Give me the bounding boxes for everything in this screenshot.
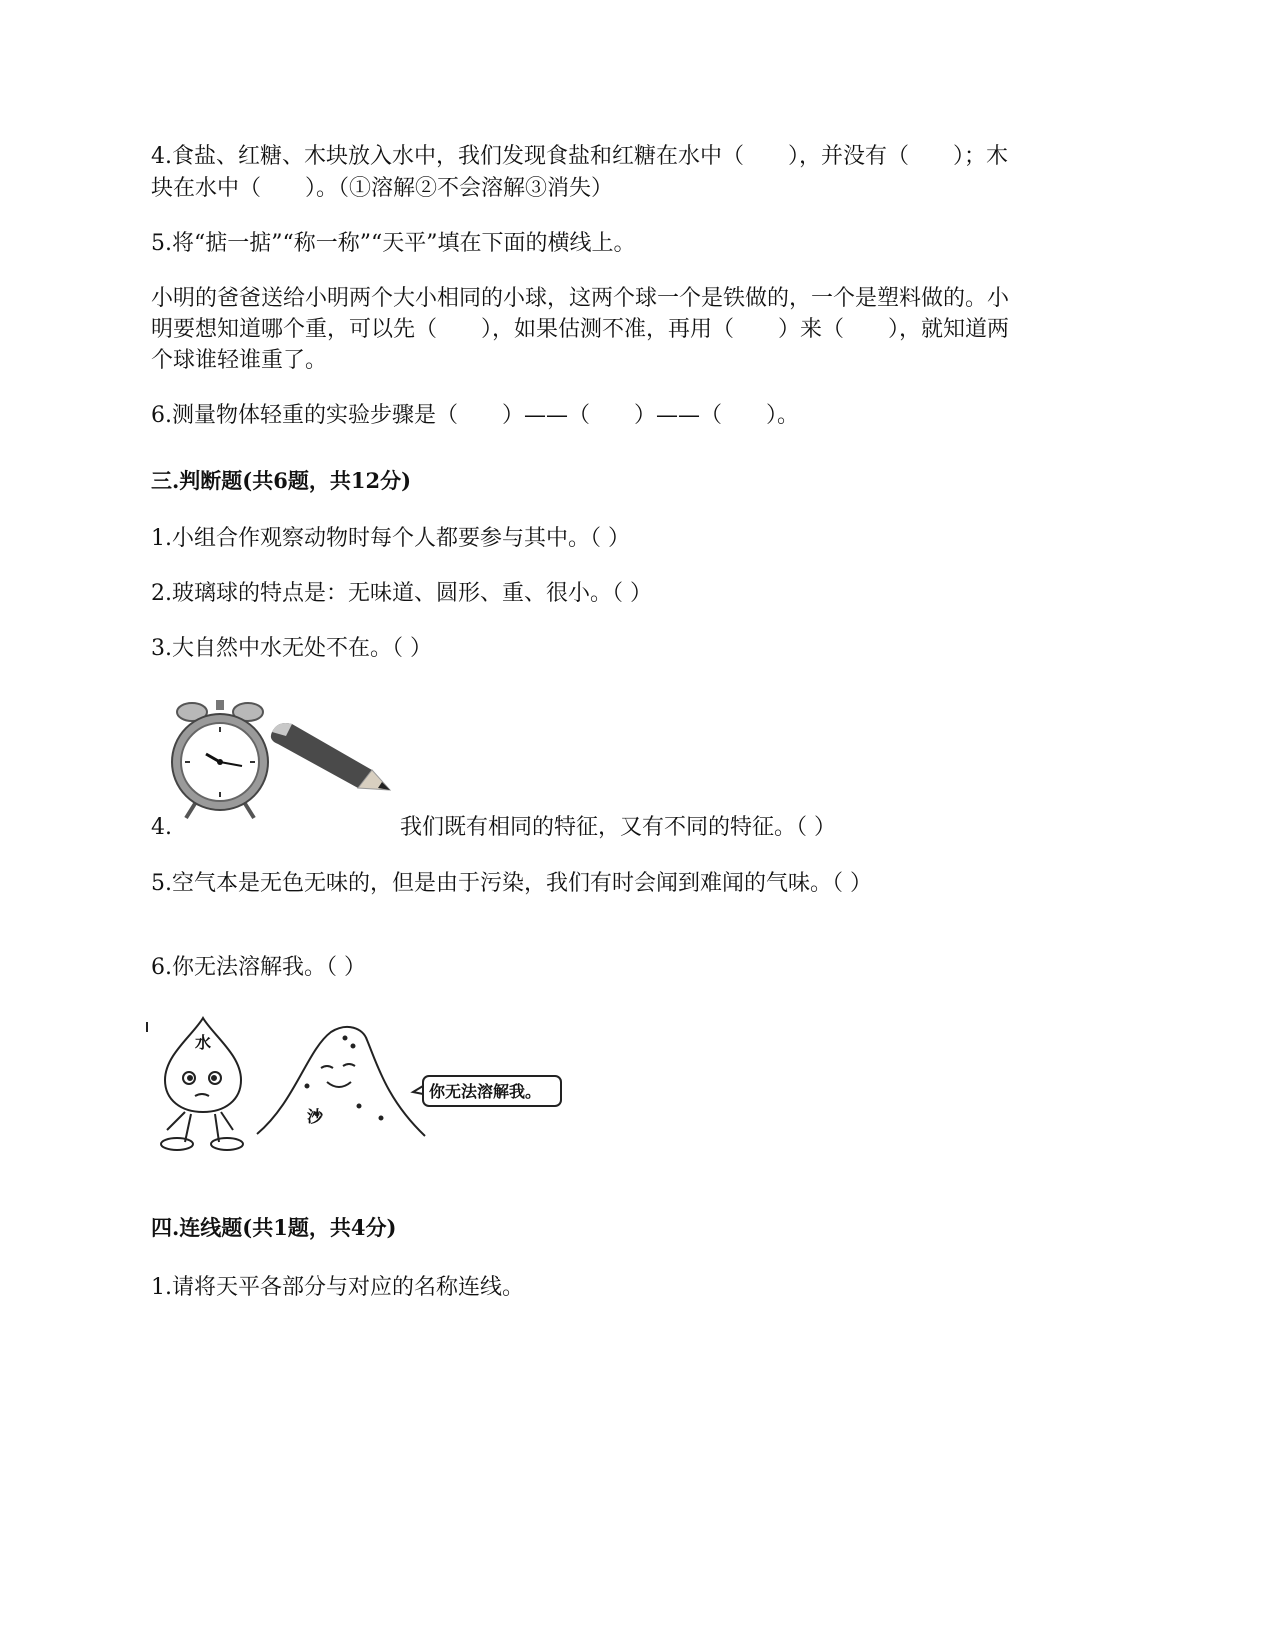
judgment-q6: 6.你无法溶解我。（ ） (151, 955, 366, 980)
sand-pile-character-icon (257, 1027, 425, 1136)
water-sand-cartoon (145, 1010, 575, 1160)
fill-q4-line1: 4.食盐、红糖、木块放入水中，我们发现食盐和红糖在水中（ ），并没有（ ）；木 (151, 144, 1008, 169)
section-judgment-heading: 三.判断题(共6题，共12分) (151, 468, 412, 493)
section-matching-heading: 四.连线题(共1题，共4分) (151, 1215, 397, 1240)
fill-q6: 6.测量物体轻重的实验步骤是（ ）——（ ）——（ ）。 (151, 403, 799, 428)
pencil-icon (271, 723, 390, 790)
judgment-q4-number: 4. (151, 815, 172, 840)
fill-q5-line2: 明要想知道哪个重，可以先（ ），如果估测不准，再用（ ）来（ ），就知道两 (151, 317, 1010, 342)
alarm-clock-icon (172, 700, 268, 818)
judgment-q5: 5.空气本是无色无味的，但是由于污染，我们有时会闻到难闻的气味。（ ） (151, 871, 872, 896)
sand-label: 沙 (307, 1107, 324, 1126)
judgment-q1: 1.小组合作观察动物时每个人都要参与其中。（ ） (151, 526, 630, 551)
fill-q5-line3: 个球谁轻谁重了。 (151, 348, 328, 373)
fill-q5-line1: 小明的爸爸送给小明两个大小相同的小球，这两个球一个是铁做的，一个是塑料做的。小 (151, 286, 1010, 311)
water-label: 水 (195, 1033, 212, 1052)
clock-and-pencil-illustration (160, 690, 405, 825)
judgment-q3: 3.大自然中水无处不在。（ ） (151, 636, 432, 661)
fill-q5-intro: 5.将“掂一掂”“称一称”“天平”填在下面的横线上。 (151, 231, 636, 256)
judgment-q2: 2.玻璃球的特点是：无味道、圆形、重、很小。（ ） (151, 581, 652, 606)
fill-q4-line2: 块在水中（ ）。（①溶解②不会溶解③消失） (151, 176, 614, 201)
speech-bubble-text: 你无法溶解我。 (429, 1082, 542, 1101)
judgment-q4-text: 我们既有相同的特征，又有不同的特征。（ ） (400, 815, 836, 840)
matching-q1: 1.请将天平各部分与对应的名称连线。 (151, 1275, 524, 1300)
